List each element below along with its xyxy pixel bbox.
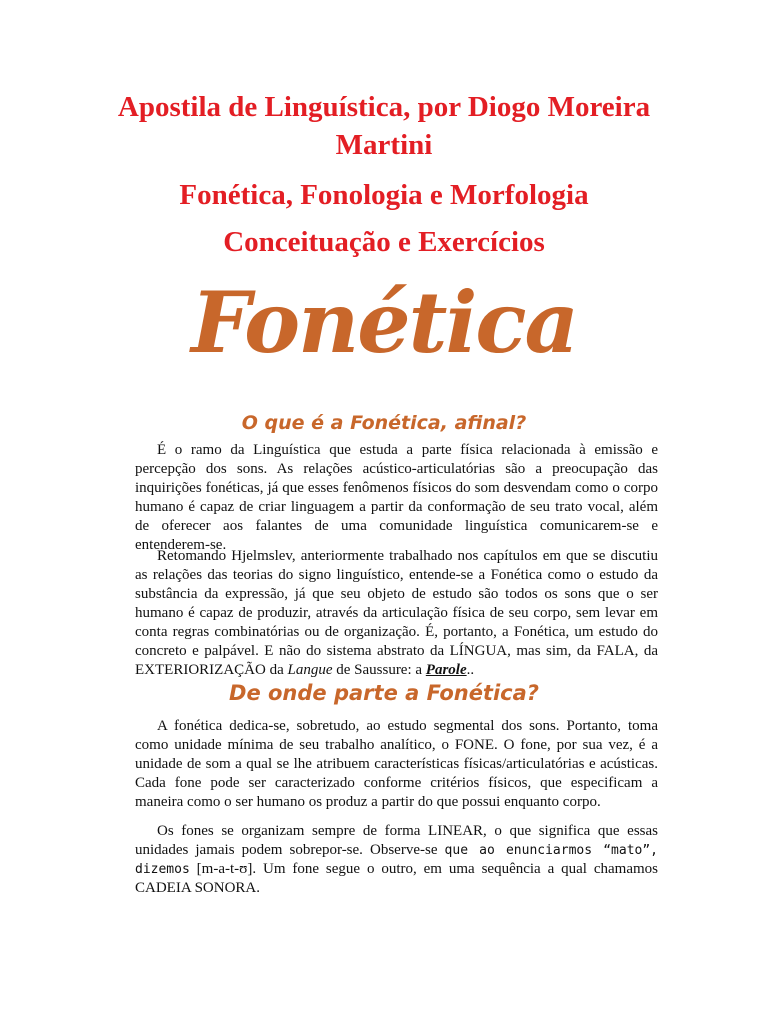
paragraph: É o ramo da Linguística que estuda a parte física relacionada à emissão e percepção dos sons. As relações acústico-articulatórias são a preocupação das inquirições fonéticas, já que esses fenômenos físicos do som desvendam como o corpo humano é capaz de criar linguagem a partir da conformação de seu trato vocal, além de oferecer aos falantes de uma comunidade linguística comunicarem-se e entenderem-se. <box>135 442 658 553</box>
paragraph-text: [m-a-t-ʊ]. Um fone segue o outro, em uma sequência a qual chamamos CADEIA SONORA. <box>135 861 658 896</box>
paragraph-text: de Saussure: a <box>332 662 426 678</box>
document-subtitle-2: Conceituação e Exercícios <box>223 226 545 258</box>
paragraph: A fonética dedica-se, sobretudo, ao estudo segmental dos sons. Portanto, toma como unidade mínima de seu trabalho analítico, o FONE. O fone, por sua vez, é a unidade de som a qual se lhe atribuem características físicas/articulatórias e acústicas. Cada fone pode ser caracterizado conforme critérios físicos, que especificam a maneira como o ser humano os produz a partir do que possui enquanto corpo. <box>135 718 658 810</box>
langue-term: Langue <box>287 662 333 678</box>
paragraph-text: .. <box>466 662 475 678</box>
paragraph-mono-text: que ao enunciarmos “mato”, dizemos <box>135 843 658 877</box>
paragraph-text: Os fones se organizam sempre de forma LINEAR, o que significa que essas unidades jamais podem sobrepor-se. Observe-se <box>135 823 658 858</box>
hero-lettering: Fonética <box>191 273 577 372</box>
section-heading-what-is: O que é a Fonética, afinal? <box>241 412 527 434</box>
paragraph-text: Retomando Hjelmslev, anteriormente trabalhado nos capítulos em que se discutiu as relações das teorias do signo linguístico, entende-se a Fonética como o estudo da substância da expressão, já que seu objeto de estudo são todos os sons que o ser humano é capaz de produzir, através da articulação física de seu corpo, sem levar em conta regras combinatórias ou de organização. É, portanto, a Fonética, um estudo do concreto e palpável. E não do sistema abstrato da LÍNGUA, mas sim, da FALA, da EXTERIORIZAÇÃO da <box>135 548 658 678</box>
paragraph <box>135 547 658 680</box>
paragraph <box>135 822 658 898</box>
document-title: Apostila de Linguística, por Diogo Moreira Martini <box>117 91 651 161</box>
section-heading-origin: De onde parte a Fonética? <box>229 681 539 705</box>
document-subtitle: Fonética, Fonologia e Morfologia <box>179 179 589 211</box>
parole-term: Parole <box>425 662 467 678</box>
